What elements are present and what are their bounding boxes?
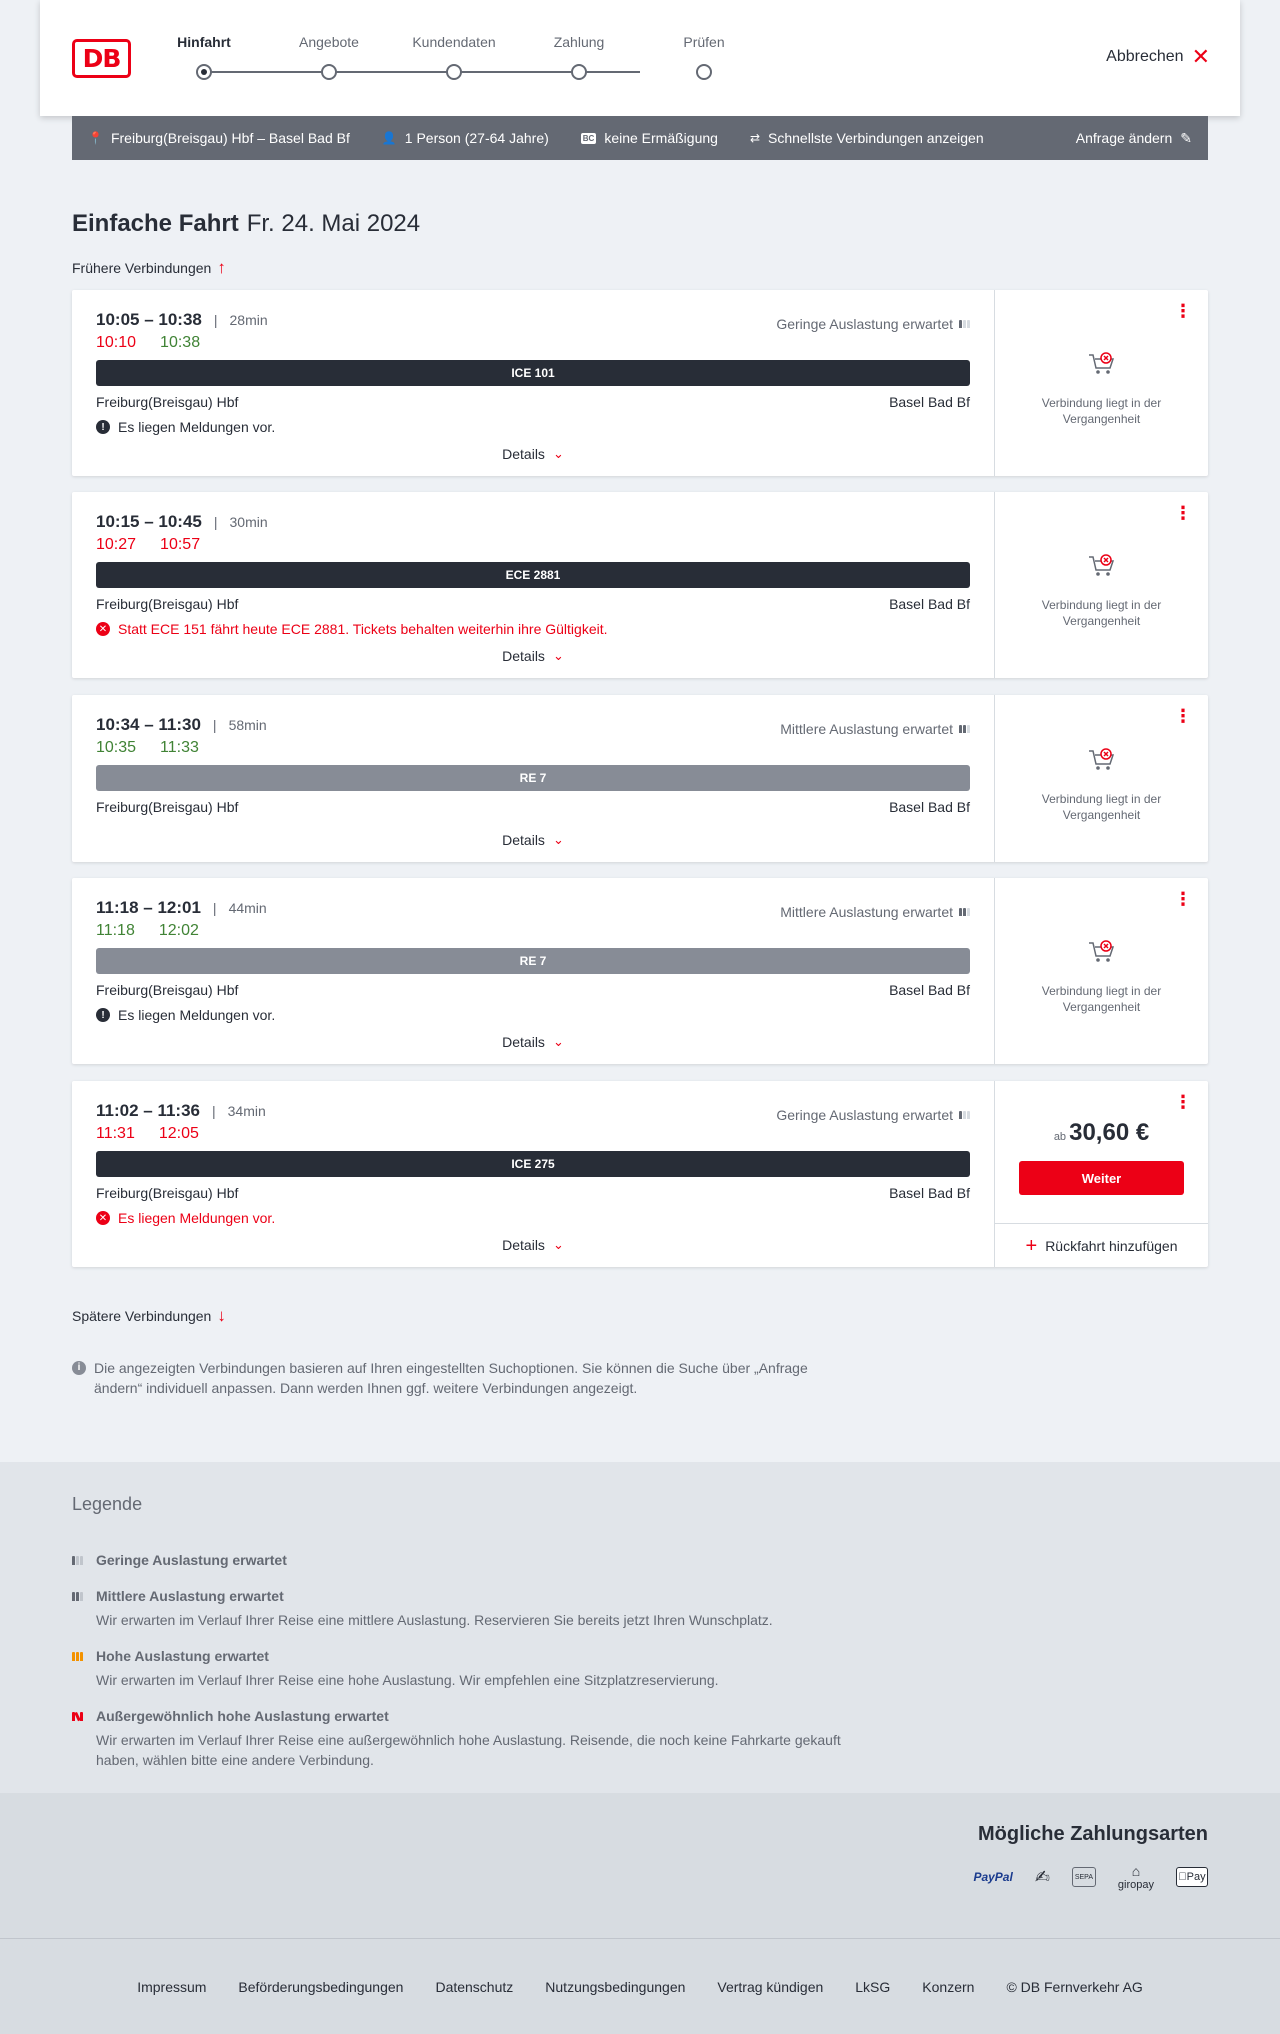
person-icon: 👤 — [381, 131, 397, 145]
offer-panel — [994, 878, 1208, 1064]
cart-unavailable-icon — [1087, 553, 1117, 579]
divider: | — [212, 900, 217, 916]
load-icon — [72, 1556, 86, 1565]
legend-title-text: Mittlere Auslastung erwartet — [96, 1588, 284, 1604]
divider: | — [212, 717, 217, 733]
destination-station: Basel Bad Bf — [889, 1185, 970, 1201]
more-options-icon[interactable]: ⋮ — [1174, 889, 1192, 909]
trip-type: Einfache Fahrt — [72, 210, 239, 237]
bahncard-icon: BC — [582, 133, 595, 143]
alert-icon: ! — [96, 420, 110, 434]
connection-card — [72, 1081, 1208, 1267]
footer-link[interactable]: Vertrag kündigen — [717, 1978, 824, 1995]
load-bar — [967, 908, 970, 916]
chevron-down-icon: ⌄ — [552, 832, 564, 847]
chevron-down-icon: ⌄ — [552, 1237, 564, 1252]
more-options-icon[interactable]: ⋮ — [1174, 503, 1192, 523]
load-bar — [72, 1592, 75, 1601]
divider: | — [213, 312, 218, 328]
details-label: Details — [502, 832, 545, 848]
load-bar — [967, 320, 970, 328]
change-request-button[interactable] — [1076, 130, 1192, 147]
alert-icon: ! — [96, 1008, 110, 1022]
notice-message — [96, 418, 970, 436]
discount-summary — [581, 130, 718, 146]
connection-details — [72, 290, 994, 476]
offer-panel — [994, 492, 1208, 678]
past-connection-notice — [995, 939, 1208, 1015]
past-connection-text: Verbindung liegt in der Vergangenheit — [1041, 598, 1162, 628]
realtime-departure: 10:10 — [96, 334, 137, 351]
load-text: Mittlere Auslastung erwartet — [780, 721, 953, 737]
details-label: Details — [502, 1034, 545, 1050]
load-icon — [959, 725, 970, 733]
past-connection-text: Verbindung liegt in der Vergangenheit — [1041, 984, 1162, 1014]
train-badge[interactable]: RE 7 — [96, 765, 970, 791]
step-dot — [446, 64, 462, 80]
footer-link[interactable]: Datenschutz — [435, 1978, 514, 1995]
train-badge[interactable]: RE 7 — [96, 948, 970, 974]
footer — [0, 1938, 1280, 2034]
legend-item — [72, 1588, 872, 1630]
payment-section — [0, 1793, 1280, 1938]
details-label: Details — [502, 648, 545, 664]
close-icon: ✕ — [1191, 44, 1210, 69]
header — [40, 0, 1240, 116]
notice-message — [96, 620, 970, 638]
footer-link[interactable]: Nutzungsbedingungen — [545, 1978, 686, 1995]
discount-text: keine Ermäßigung — [604, 130, 718, 146]
connection-details — [72, 492, 994, 678]
details-toggle[interactable] — [72, 648, 994, 664]
step-angebote — [274, 34, 384, 80]
planned-times: 11:18 – 12:01 — [96, 898, 201, 917]
load-text: Mittlere Auslastung erwartet — [780, 904, 953, 920]
load-bar — [959, 725, 962, 733]
fastest-toggle[interactable] — [750, 130, 984, 146]
card-payment-icon: ✍ — [1034, 1866, 1050, 1887]
apple-pay-label: Pay — [1182, 1871, 1202, 1883]
realtime-times — [96, 739, 970, 759]
info-icon: i — [72, 1361, 86, 1375]
step-label: Zahlung — [553, 34, 605, 50]
realtime-arrival: 12:02 — [158, 922, 199, 939]
later-label: Spätere Verbindungen — [72, 1308, 212, 1324]
planned-times: 10:34 – 11:30 — [96, 715, 201, 734]
details-toggle[interactable] — [72, 832, 994, 848]
cart-unavailable-icon — [1087, 747, 1117, 773]
load-bar — [967, 1111, 970, 1119]
connection-details — [72, 1081, 994, 1267]
traveller-text: 1 Person (27-64 Jahre) — [404, 130, 549, 146]
load-icon — [72, 1592, 86, 1601]
past-connection-notice — [995, 747, 1208, 823]
price-amount: 30,60 € — [1069, 1119, 1150, 1146]
load-bar — [963, 908, 966, 916]
details-toggle[interactable] — [72, 1237, 994, 1253]
legend-description: Wir erwarten im Verlauf Ihrer Reise eine außergewöhnlich hohe Auslastung. Reisende, die noch keine Fahrkarte gekauft haben, wählen bitte eine andere Verbindung. — [96, 1732, 841, 1768]
booking-stepper — [177, 34, 725, 84]
search-summary-bar — [72, 116, 1208, 160]
past-connection-notice — [995, 553, 1208, 629]
load-bar — [80, 1556, 83, 1565]
destination-station: Basel Bad Bf — [889, 982, 970, 998]
giropay-logo — [1118, 1863, 1154, 1891]
planned-times: 11:02 – 11:36 — [96, 1101, 200, 1120]
duration: 30min — [229, 514, 268, 530]
connection-details — [72, 695, 994, 862]
error-icon: ✕ — [96, 1211, 110, 1225]
trip-date: Fr. 24. Mai 2024 — [246, 210, 421, 237]
connection-card — [72, 695, 1208, 862]
price — [995, 1119, 1208, 1147]
train-badge[interactable]: ECE 2881 — [96, 562, 970, 588]
origin-station: Freiburg(Breisgau) Hbf — [96, 799, 239, 815]
realtime-times — [96, 1125, 970, 1145]
footer-link[interactable]: LkSG — [855, 1978, 891, 1995]
notice-text: Statt ECE 151 fährt heute ECE 2881. Tickets behalten weiterhin ihre Gültigkeit. — [118, 621, 608, 637]
step-dot — [321, 64, 337, 80]
legend-description: Wir erwarten im Verlauf Ihrer Reise eine hohe Auslastung. Wir empfehlen eine Sitzplatzreservierung. — [96, 1672, 719, 1688]
payment-methods — [973, 1863, 1208, 1891]
load-bar — [963, 725, 966, 733]
load-icon — [959, 908, 970, 916]
load-icon — [72, 1652, 86, 1661]
price-prefix: ab — [1053, 1131, 1070, 1143]
add-return-trip-button[interactable] — [995, 1223, 1208, 1267]
details-label: Details — [502, 446, 545, 462]
legend-item-title — [72, 1708, 872, 1724]
paypal-logo: PayPal — [973, 1870, 1013, 1884]
payment-title: Mögliche Zahlungsarten — [977, 1823, 1208, 1845]
cart-unavailable-icon — [1087, 939, 1117, 965]
cancel-label: Abbrechen — [1106, 48, 1184, 65]
duration: 34min — [227, 1103, 266, 1119]
stations — [96, 799, 970, 817]
offer-panel — [994, 695, 1208, 862]
load-bar — [959, 320, 962, 328]
load-indicator — [776, 1107, 970, 1123]
earlier-connections-link[interactable] — [72, 258, 226, 278]
legend-title-text: Geringe Auslastung erwartet — [96, 1552, 287, 1568]
connection-card — [72, 492, 1208, 678]
info-text: Die angezeigten Verbindungen basieren auf Ihren eingestellten Suchoptionen. Sie können die Suche über „Anfrage ändern“ individuell anpassen. Dann werden Ihnen ggf. weitere Verbindungen angezeigt. — [94, 1360, 808, 1396]
notice-message — [96, 1209, 970, 1227]
load-bar — [959, 1111, 962, 1119]
step-label: Prüfen — [683, 34, 725, 50]
apple-pay-logo — [1176, 1867, 1208, 1887]
info-notice — [72, 1358, 852, 1398]
realtime-departure: 11:31 — [96, 1125, 135, 1142]
arrow-down-icon: ↓ — [217, 1306, 226, 1325]
realtime-arrival: 12:05 — [158, 1125, 199, 1142]
sepa-icon: SEPA — [1072, 1867, 1096, 1887]
cart-unavailable-icon — [1087, 351, 1117, 377]
legend-section — [0, 1462, 1280, 1793]
arrow-up-icon: ↑ — [217, 258, 226, 277]
train-badge[interactable]: ICE 101 — [96, 360, 970, 386]
legend-item-title — [72, 1552, 872, 1568]
load-indicator — [776, 316, 970, 332]
divider: | — [211, 1103, 216, 1119]
stations — [96, 1185, 970, 1203]
step-label: Angebote — [299, 34, 359, 50]
legend-title-text: Hohe Auslastung erwartet — [96, 1648, 269, 1664]
origin-station: Freiburg(Breisgau) Hbf — [96, 596, 239, 612]
step-hinfahrt[interactable] — [149, 34, 259, 80]
more-options-icon[interactable]: ⋮ — [1174, 1092, 1192, 1112]
duration: 58min — [228, 717, 267, 733]
legend-description: Wir erwarten im Verlauf Ihrer Reise eine mittlere Auslastung. Reservieren Sie bereits jetzt Ihren Wunschplatz. — [96, 1612, 773, 1628]
db-logo[interactable] — [72, 39, 131, 78]
page-title — [72, 210, 420, 238]
load-bar — [80, 1592, 83, 1601]
load-bar — [76, 1652, 79, 1661]
step-dot — [571, 64, 587, 80]
route-summary — [88, 130, 350, 146]
notice-text: Es liegen Meldungen vor. — [118, 1007, 276, 1023]
realtime-arrival: 10:57 — [160, 536, 201, 553]
giropay-label: giropay — [1117, 1879, 1154, 1891]
load-bar — [76, 1556, 79, 1565]
chevron-down-icon: ⌄ — [552, 648, 564, 663]
more-options-icon[interactable]: ⋮ — [1174, 706, 1192, 726]
destination-station: Basel Bad Bf — [889, 799, 970, 815]
notice-text: Es liegen Meldungen vor. — [118, 419, 276, 435]
apple-icon — [1178, 1871, 1186, 1883]
connection-details — [72, 878, 994, 1064]
load-bar — [963, 320, 966, 328]
load-bar — [72, 1556, 75, 1565]
step-label: Kundendaten — [412, 34, 496, 50]
realtime-arrival: 10:38 — [160, 334, 201, 351]
destination-station: Basel Bad Bf — [889, 394, 970, 410]
stations — [96, 982, 970, 1000]
realtime-departure: 10:35 — [96, 739, 137, 756]
notice-text: Es liegen Meldungen vor. — [118, 1210, 276, 1226]
step-kundendaten — [399, 34, 509, 80]
load-bar — [72, 1652, 75, 1661]
realtime-departure: 11:18 — [96, 922, 135, 939]
offer-panel — [994, 1081, 1208, 1267]
details-label: Details — [502, 1237, 545, 1253]
past-connection-text: Verbindung liegt in der Vergangenheit — [1041, 396, 1162, 426]
legend-title: Legende — [72, 1494, 143, 1514]
step-zahlung — [524, 34, 634, 80]
legend-item — [72, 1648, 872, 1690]
traveller-summary — [382, 130, 549, 146]
load-icon — [72, 1712, 86, 1721]
train-badge[interactable]: ICE 275 — [96, 1151, 970, 1177]
earlier-label: Frühere Verbindungen — [72, 260, 212, 276]
realtime-times — [96, 922, 970, 942]
location-pin-icon: 📍 — [88, 131, 103, 145]
details-toggle[interactable] — [72, 1034, 994, 1050]
load-bar — [80, 1652, 83, 1661]
notice-message — [96, 1006, 970, 1024]
footer-link[interactable]: Beförderungsbedingungen — [238, 1978, 404, 1995]
step-dot — [696, 64, 712, 80]
add-return-label: Rückfahrt hinzufügen — [1045, 1237, 1178, 1254]
connection-times — [96, 512, 970, 532]
past-connection-notice — [995, 351, 1208, 427]
past-connection-text: Verbindung liegt in der Vergangenheit — [1041, 791, 1162, 822]
offer-panel — [994, 290, 1208, 476]
load-indicator — [780, 904, 970, 920]
change-request-label: Anfrage ändern — [1075, 130, 1173, 146]
step-dot — [196, 64, 212, 80]
step-label: Hinfahrt — [177, 34, 231, 50]
details-toggle[interactable] — [72, 446, 994, 462]
legend-item-title — [72, 1648, 872, 1664]
db-logo-text: DB — [82, 44, 121, 73]
load-bar — [76, 1592, 79, 1601]
load-icon — [959, 320, 970, 328]
error-icon: ✕ — [96, 622, 110, 636]
later-connections-link[interactable] — [72, 1306, 226, 1326]
legend-item-title — [72, 1588, 872, 1604]
plus-icon: + — [1025, 1234, 1038, 1257]
stations — [96, 394, 970, 412]
pencil-icon: ✎ — [1180, 129, 1192, 146]
realtime-times — [96, 334, 970, 354]
realtime-times — [96, 536, 970, 556]
load-icon — [959, 1111, 970, 1119]
legend-title-text: Außergewöhnlich hohe Auslastung erwartet — [96, 1708, 389, 1724]
load-bar — [963, 1111, 966, 1119]
planned-times: 10:15 – 10:45 — [96, 512, 202, 531]
route-text: Freiburg(Breisgau) Hbf – Basel Bad Bf — [110, 130, 350, 146]
chevron-down-icon: ⌄ — [552, 446, 564, 461]
connection-card — [72, 878, 1208, 1064]
load-bar — [967, 725, 970, 733]
chevron-down-icon: ⌄ — [552, 1034, 564, 1049]
connection-card — [72, 290, 1208, 476]
destination-station: Basel Bad Bf — [889, 596, 970, 612]
planned-times: 10:05 – 10:38 — [96, 310, 202, 329]
duration: 28min — [229, 312, 268, 328]
load-text: Geringe Auslastung erwartet — [776, 316, 953, 332]
origin-station: Freiburg(Breisgau) Hbf — [96, 1185, 239, 1201]
realtime-arrival: 11:33 — [160, 739, 199, 756]
swap-arrows-icon: ⇄ — [749, 131, 761, 145]
load-indicator — [780, 721, 970, 737]
duration: 44min — [228, 900, 267, 916]
fastest-text: Schnellste Verbindungen anzeigen — [768, 130, 984, 146]
footer-link[interactable]: Konzern — [922, 1978, 975, 1995]
footer-link: © DB Fernverkehr AG — [1006, 1978, 1143, 1995]
realtime-departure: 10:27 — [96, 536, 137, 553]
load-bar — [959, 908, 962, 916]
stations — [96, 596, 970, 614]
legend-item — [72, 1552, 872, 1568]
cancel-button[interactable] — [1106, 44, 1210, 69]
divider: | — [213, 514, 218, 530]
more-options-icon[interactable]: ⋮ — [1174, 301, 1192, 321]
origin-station: Freiburg(Breisgau) Hbf — [96, 394, 239, 410]
step-pruefen — [649, 34, 759, 80]
continue-button[interactable]: Weiter — [1019, 1161, 1184, 1195]
footer-link[interactable]: Impressum — [137, 1978, 207, 1995]
load-text: Geringe Auslastung erwartet — [776, 1107, 953, 1123]
bank-icon: ⌂ — [1131, 1863, 1141, 1879]
legend-item — [72, 1708, 872, 1770]
origin-station: Freiburg(Breisgau) Hbf — [96, 982, 239, 998]
